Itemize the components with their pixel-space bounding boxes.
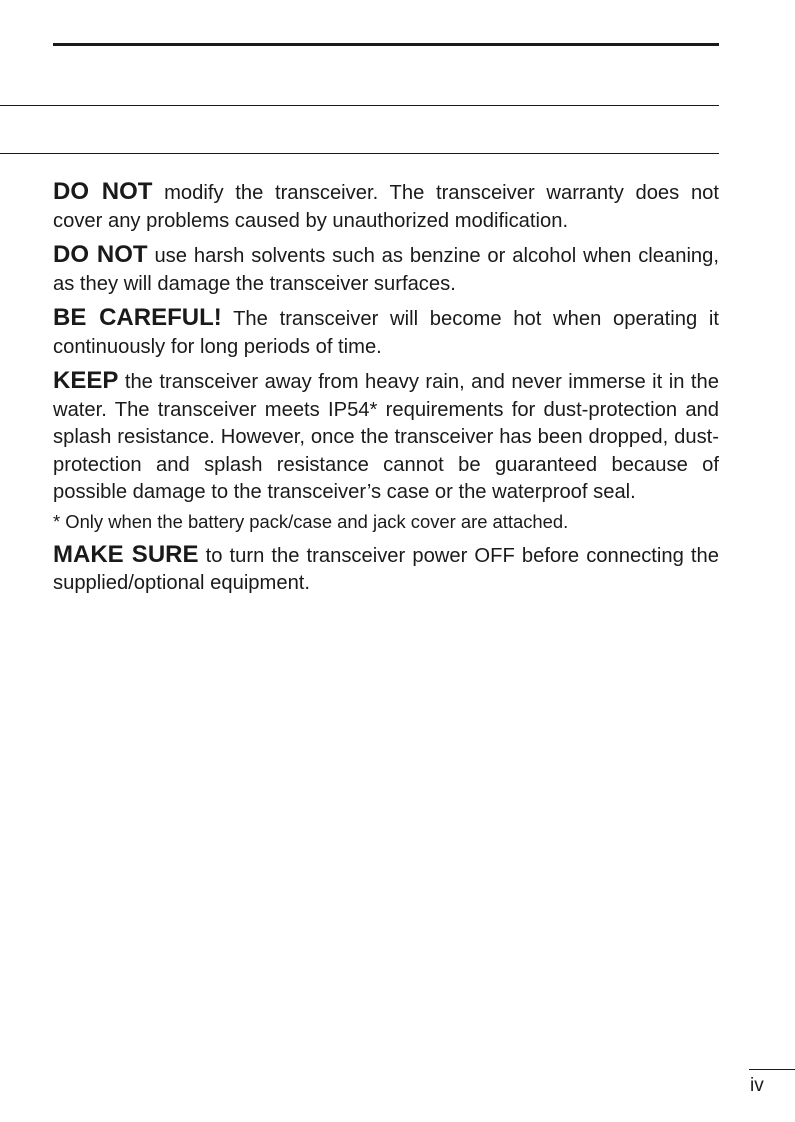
precaution-heat <box>53 304 719 361</box>
header-rule-top <box>53 43 719 46</box>
precaution-text: modify the transceiver. The transceiver warranty does not cover any problems caused by unauthorized modification. <box>53 182 720 232</box>
precaution-power-off <box>53 541 719 598</box>
precaution-solvents <box>53 241 719 298</box>
precaution-text: The transceiver will become hot when operating it continuously for long periods of time. <box>53 308 720 358</box>
precaution-text: the transceiver away from heavy rain, and never immerse it in the water. The transceiver meets IP54* requirements for dust-protection and splash resistance. However, once the transceiver has been dropped, dust-protection and splash resistance cannot be guaranteed because of possible damage to the transceiver’s case or the waterproof seal. <box>53 371 719 503</box>
precautions-content <box>53 178 719 604</box>
precaution-lead: BE CAREFUL! <box>53 304 222 331</box>
precaution-lead: MAKE SURE <box>53 540 199 568</box>
header-rule-middle <box>0 105 719 106</box>
page-number-rule <box>749 1069 795 1070</box>
precaution-lead: DO NOT <box>53 241 148 268</box>
precaution-lead: KEEP <box>53 367 119 394</box>
footnote: * Only when the battery pack/case and jack cover are attached. <box>53 510 569 532</box>
precaution-modify <box>53 178 719 235</box>
precaution-water <box>53 367 719 507</box>
precaution-text: use harsh solvents such as benzine or alcohol when cleaning, as they will damage the transceiver surfaces. <box>53 245 719 295</box>
header-rule-bottom <box>0 153 719 154</box>
page-number: iv <box>750 1075 764 1096</box>
precaution-lead: DO NOT <box>53 178 153 205</box>
precaution-text: to turn the transceiver power OFF before connecting the supplied/optional equipment. <box>53 544 719 594</box>
